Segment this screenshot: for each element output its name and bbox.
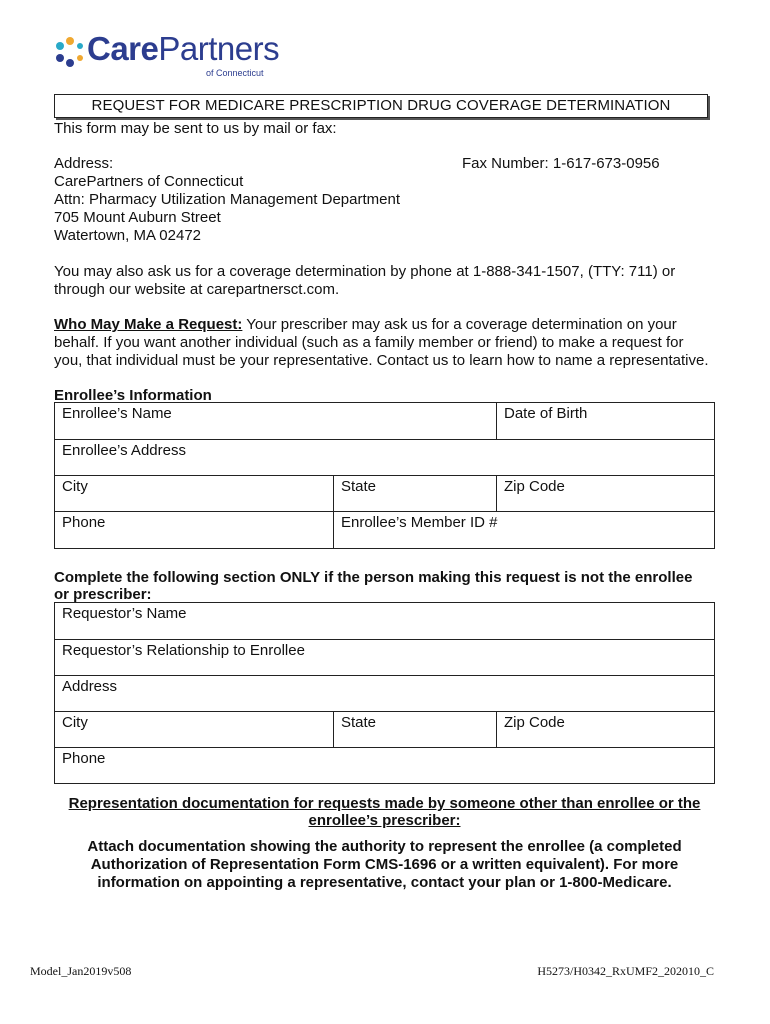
requestor-heading-line-1: Complete the following section ONLY if the person making this request is not the enrollee xyxy=(54,569,693,586)
enrollee-state-field[interactable] xyxy=(333,476,496,511)
enrollee-city-field[interactable] xyxy=(55,476,333,511)
enrollee-table xyxy=(54,402,715,549)
enrollee-row-city xyxy=(55,475,714,511)
enrollee-dob-field[interactable] xyxy=(496,403,714,439)
who-heading: Who May Make a Request: xyxy=(54,316,243,333)
enrollee-row-address xyxy=(55,439,714,475)
who-paragraph-line-1 xyxy=(54,316,677,334)
logo-care-text: Care xyxy=(87,30,159,67)
requestor-row-name xyxy=(55,603,714,639)
requestor-city-label: City xyxy=(62,714,88,731)
enrollee-name-label: Enrollee’s Name xyxy=(62,405,172,422)
address-line-4: Watertown, MA 02472 xyxy=(54,227,202,244)
enrollee-row-phone xyxy=(55,511,714,548)
footer-model-code: Model_Jan2019v508 xyxy=(30,964,132,978)
enrollee-zip-label: Zip Code xyxy=(504,478,565,495)
requestor-phone-label: Phone xyxy=(62,750,106,767)
enrollee-section-heading: Enrollee’s Information xyxy=(54,387,212,404)
enrollee-member-id-field[interactable] xyxy=(333,512,714,548)
address-line-3: 705 Mount Auburn Street xyxy=(54,209,221,226)
representation-body-line-2: Authorization of Representation Form CMS-1696 or a written equivalent). For more xyxy=(90,856,679,873)
requestor-city-field[interactable] xyxy=(55,712,333,747)
logo-wordmark xyxy=(87,30,279,68)
representation-body-line-3: information on appointing a representative, contact your plan or 1-800-Medicare. xyxy=(97,874,672,891)
enrollee-row-name xyxy=(55,403,714,439)
requestor-row-city xyxy=(55,711,714,747)
intro-text: This form may be sent to us by mail or fax: xyxy=(54,120,337,137)
address-line-2: Attn: Pharmacy Utilization Management Department xyxy=(54,191,400,208)
address-line-1: CarePartners of Connecticut xyxy=(54,173,244,190)
enrollee-zip-field[interactable] xyxy=(496,476,714,511)
representation-body-line-1: Attach documentation showing the authority to represent the enrollee (a completed xyxy=(87,838,682,855)
enrollee-address-field[interactable] xyxy=(55,440,714,475)
who-paragraph-line-2: behalf. If you want another individual (such as a family member or friend) to make a request for xyxy=(54,334,684,351)
carepartners-logo xyxy=(54,30,294,82)
requestor-address-field[interactable] xyxy=(55,676,714,711)
phone-paragraph-line-1: You may also ask us for a coverage determination by phone at 1-888-341-1507, (TTY: 711) or xyxy=(54,263,676,280)
requestor-state-field[interactable] xyxy=(333,712,496,747)
requestor-name-label: Requestor’s Name xyxy=(62,605,187,622)
requestor-heading-line-2: or prescriber: xyxy=(54,586,152,603)
who-paragraph-line-3: you, that individual must be your representative. Contact us to learn how to name a representative. xyxy=(54,352,709,369)
representation-heading-line-2: enrollee’s prescriber: xyxy=(308,812,461,829)
fax-number: Fax Number: 1-617-673-0956 xyxy=(462,155,660,172)
form-title: REQUEST FOR MEDICARE PRESCRIPTION DRUG COVERAGE DETERMINATION xyxy=(54,94,708,118)
requestor-row-relationship xyxy=(55,639,714,675)
requestor-row-phone xyxy=(55,747,714,784)
address-label: Address: xyxy=(54,155,114,172)
enrollee-member-id-label: Enrollee’s Member ID # xyxy=(341,514,498,531)
requestor-table xyxy=(54,602,715,784)
enrollee-state-label: State xyxy=(341,478,377,495)
enrollee-city-label: City xyxy=(62,478,88,495)
logo-mark-icon xyxy=(54,36,86,68)
requestor-relationship-label: Requestor’s Relationship to Enrollee xyxy=(62,642,305,659)
phone-paragraph-line-2: through our website at carepartnersct.com. xyxy=(54,281,340,298)
requestor-address-label: Address xyxy=(62,678,118,695)
requestor-name-field[interactable] xyxy=(55,603,714,639)
requestor-phone-field[interactable] xyxy=(55,748,714,784)
logo-partners-text: Partners xyxy=(158,30,280,67)
enrollee-name-field[interactable] xyxy=(55,403,496,439)
requestor-relationship-field[interactable] xyxy=(55,640,714,675)
enrollee-address-label: Enrollee’s Address xyxy=(62,442,186,459)
enrollee-dob-label: Date of Birth xyxy=(504,405,588,422)
requestor-row-address xyxy=(55,675,714,711)
enrollee-phone-label: Phone xyxy=(62,514,106,531)
logo-subtitle: of Connecticut xyxy=(206,68,264,78)
who-line-1-text: Your prescriber may ask us for a coverage determination on your xyxy=(242,316,677,333)
requestor-zip-field[interactable] xyxy=(496,712,714,747)
enrollee-phone-field[interactable] xyxy=(55,512,333,548)
requestor-state-label: State xyxy=(341,714,377,731)
requestor-zip-label: Zip Code xyxy=(504,714,565,731)
footer-form-id: H5273/H0342_RxUMF2_202010_C xyxy=(537,964,714,978)
representation-heading-line-1: Representation documentation for requests made by someone other than enrollee or the xyxy=(68,795,701,812)
